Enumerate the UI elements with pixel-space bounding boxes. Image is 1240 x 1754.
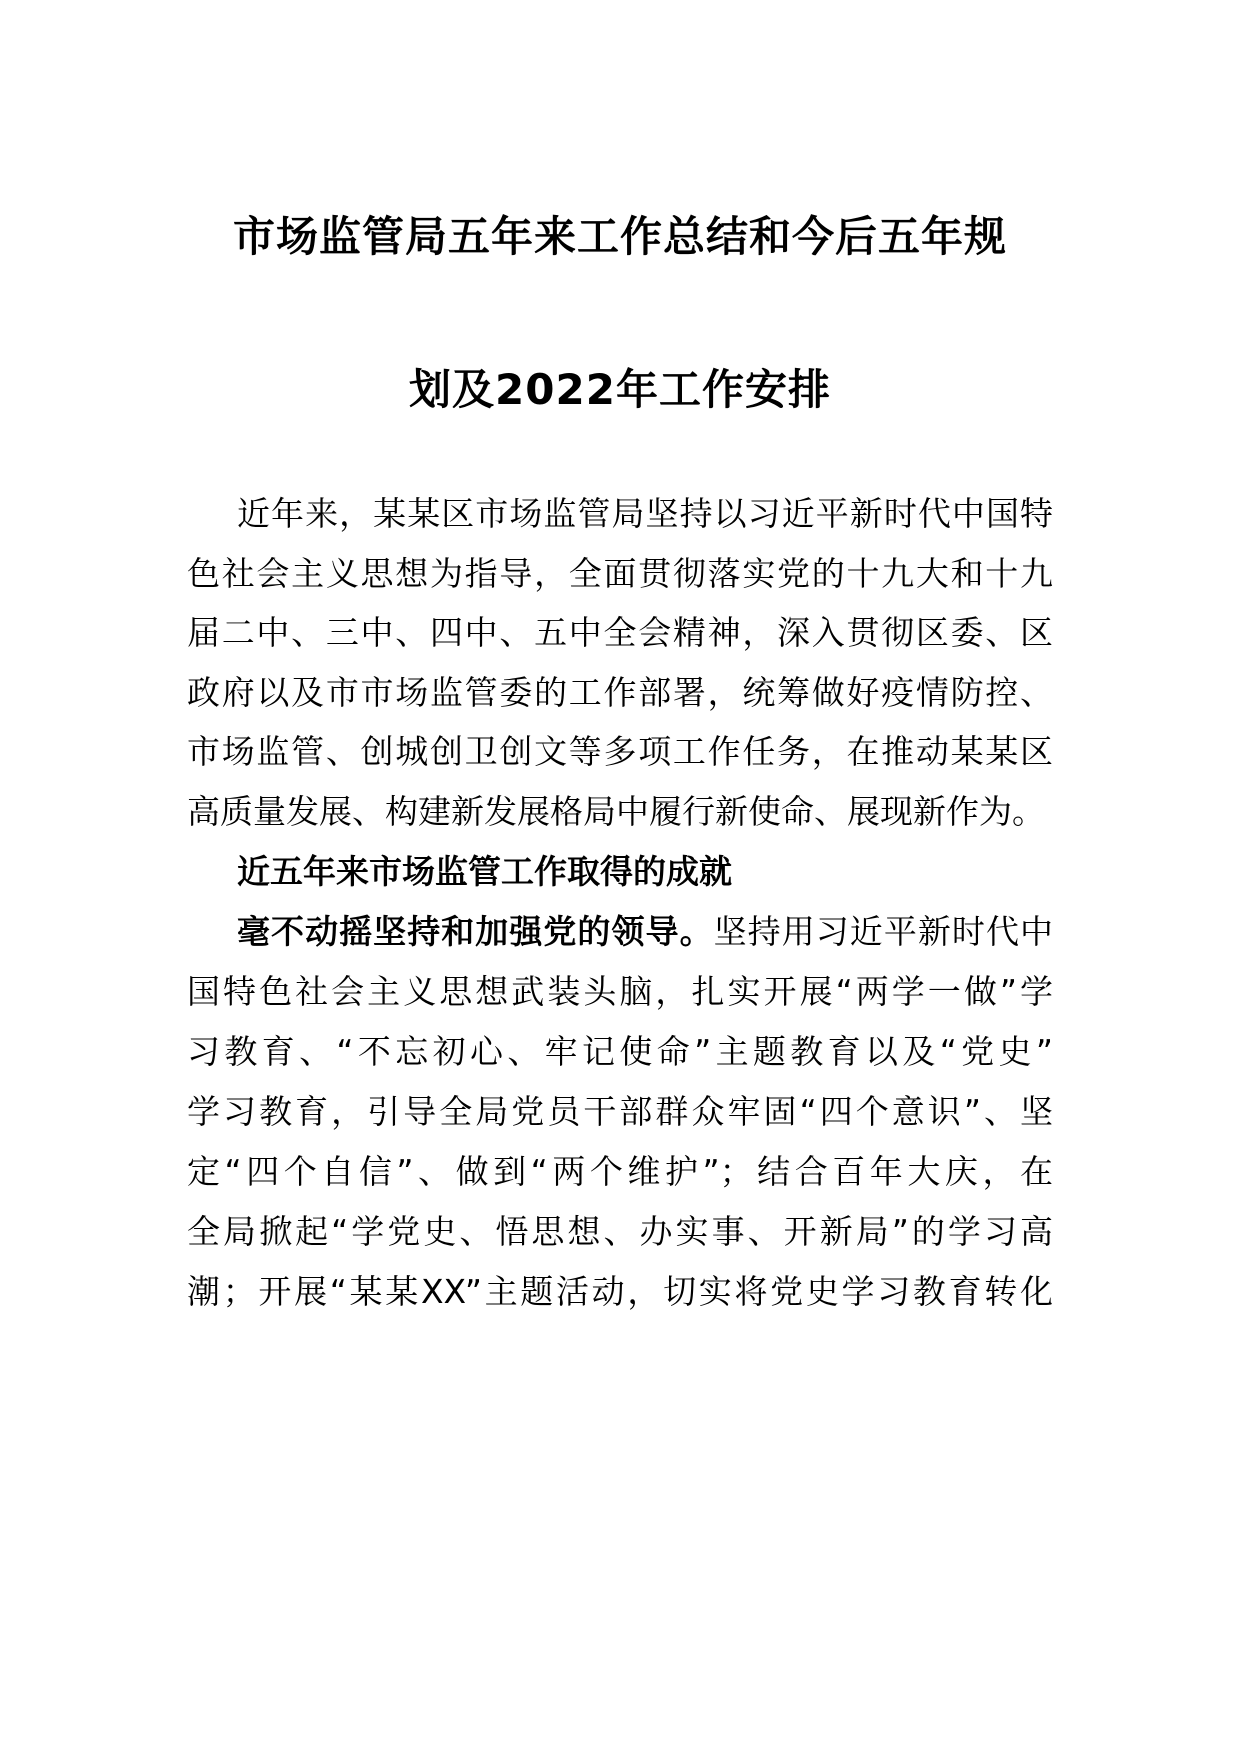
document-title-line-2: 划及2022年工作安排 — [409, 365, 831, 414]
paragraph-2-line-6: 全局掀起“学党史、悟思想、办实事、开新局”的学习高 — [187, 1212, 1053, 1251]
paragraph-2-line-4: 学习教育，引导全局党员干部群众牢固“四个意识”、坚 — [187, 1092, 1053, 1131]
paragraph-2-line-1 — [237, 910, 1053, 954]
paragraph-1-line-6: 高质量发展、构建新发展格局中履行新使命、展现新作为。 — [187, 792, 1045, 831]
section-heading: 近五年来市场监管工作取得的成就 — [237, 852, 732, 891]
paragraph-2-lead: 毫不动摇坚持和加强党的领导。 — [237, 912, 714, 951]
paragraph-1-line-5: 市场监管、创城创卫创文等多项工作任务，在推动某某区 — [187, 732, 1053, 771]
paragraph-1-line-1: 近年来，某某区市场监管局坚持以习近平新时代中国特 — [237, 494, 1053, 533]
paragraph-2-line-2: 国特色社会主义思想武装头脑，扎实开展“两学一做”学 — [187, 972, 1053, 1011]
paragraph-1-line-4: 政府以及市市场监管委的工作部署，统筹做好疫情防控、 — [187, 673, 1053, 712]
paragraph-1-line-2: 色社会主义思想为指导，全面贯彻落实党的十九大和十九 — [187, 554, 1053, 593]
paragraph-1-line-3: 届二中、三中、四中、五中全会精神，深入贯彻区委、区 — [187, 613, 1053, 652]
paragraph-2-line-5: 定“四个自信”、做到“两个维护”；结合百年大庆，在 — [187, 1152, 1053, 1191]
paragraph-2-line-1-text: 坚持用习近平新时代中 — [713, 912, 1054, 951]
paragraph-2-line-7: 潮；开展“某某XX”主题活动，切实将党史学习教育转化 — [187, 1272, 1053, 1311]
document-title-line-1: 市场监管局五年来工作总结和今后五年规 — [232, 212, 1007, 261]
paragraph-2-line-3: 习教育、“不忘初心、牢记使命”主题教育以及“党史” — [187, 1032, 1053, 1071]
